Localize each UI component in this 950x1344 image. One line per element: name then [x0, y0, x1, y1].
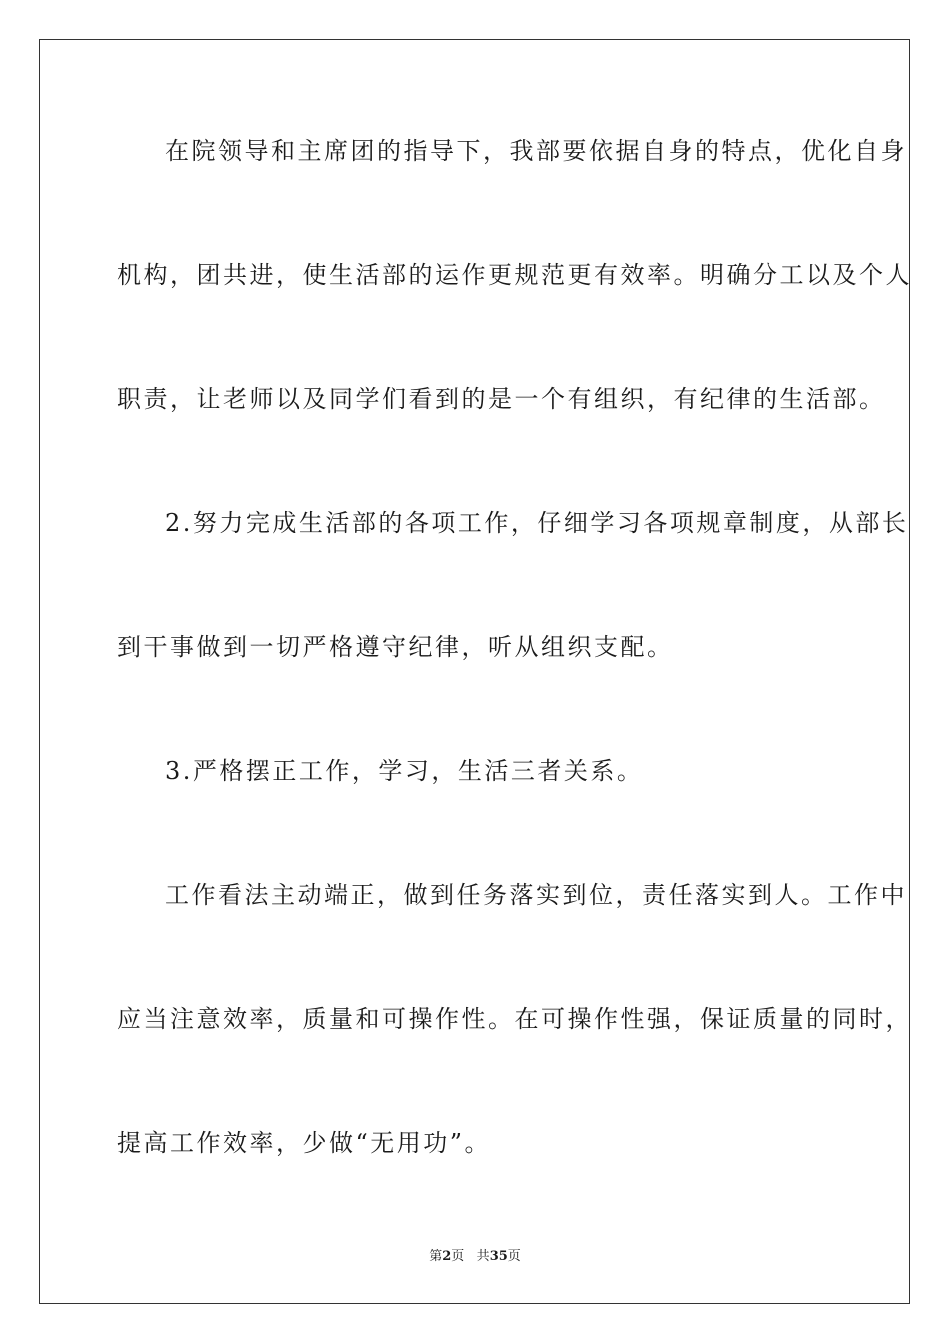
- total-suffix: 页: [507, 1249, 521, 1264]
- paragraph-line-9: 提高工作效率，少做“无用功”。: [117, 1129, 492, 1157]
- paragraph-line-4: 2.努力完成生活部的各项工作，仔细学习各项规章制度，从部长: [165, 509, 909, 537]
- page-suffix: 页: [451, 1249, 465, 1264]
- paragraph-line-6: 3.严格摆正工作，学习，生活三者关系。: [165, 757, 644, 785]
- total-pages: 35: [489, 1249, 508, 1264]
- page-prefix: 第: [429, 1249, 443, 1264]
- paragraph-line-2: 机构，团共进，使生活部的运作更规范更有效率。明确分工以及个人: [117, 261, 912, 289]
- paragraph-line-5: 到干事做到一切严格遵守纪律，听从组织支配。: [117, 633, 674, 661]
- page-number: 2: [442, 1249, 452, 1264]
- paragraph-line-3: 职责，让老师以及同学们看到的是一个有组织，有纪律的生活部。: [117, 385, 886, 413]
- page-frame: [39, 39, 910, 1304]
- page-footer: [0, 1248, 950, 1266]
- paragraph-line-8: 应当注意效率，质量和可操作性。在可操作性强，保证质量的同时，: [117, 1005, 912, 1033]
- total-prefix: 共: [476, 1249, 490, 1264]
- paragraph-line-1: 在院领导和主席团的指导下，我部要依据自身的特点，优化自身: [165, 137, 907, 165]
- paragraph-line-7: 工作看法主动端正，做到任务落实到位，责任落实到人。工作中: [165, 881, 907, 909]
